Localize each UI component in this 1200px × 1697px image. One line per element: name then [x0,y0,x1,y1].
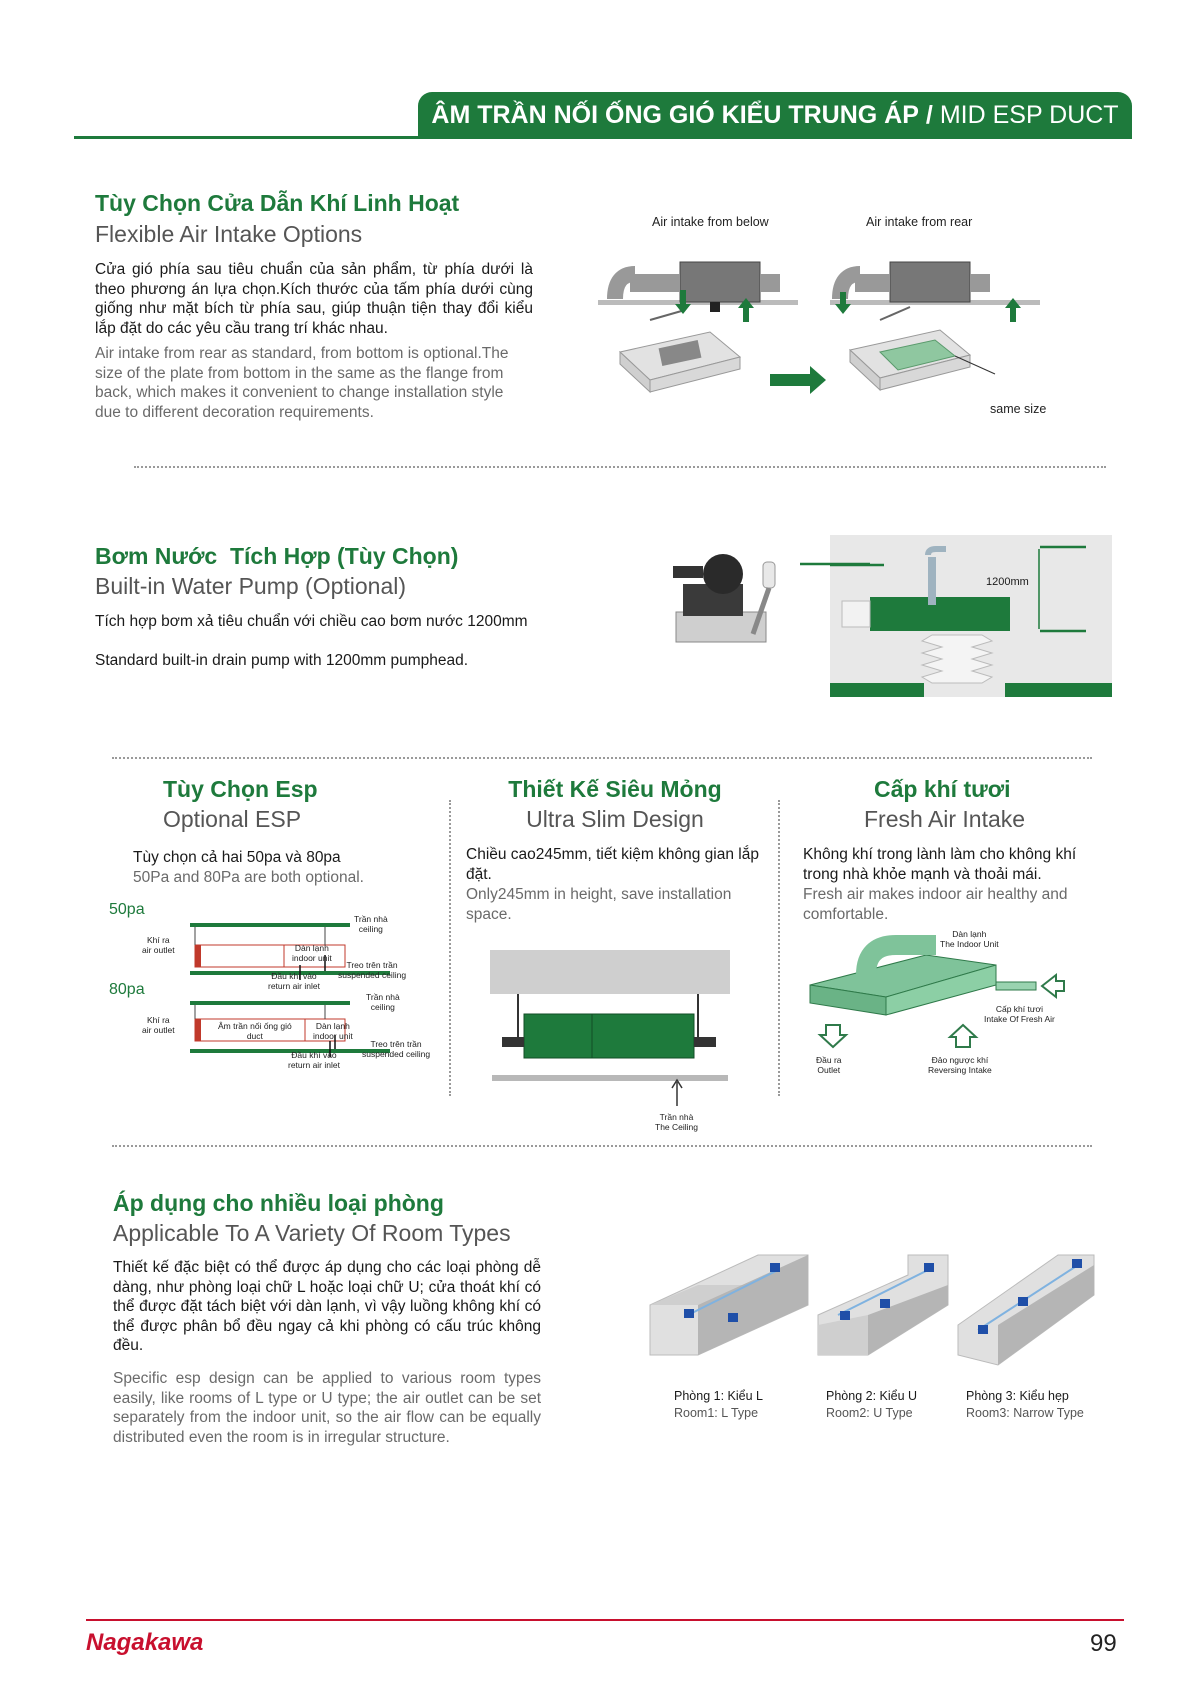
fresh-intake-label: Cấp khí tươi Intake Of Fresh Air [984,1004,1055,1024]
section4-title-en: Applicable To A Variety Of Room Types [113,1220,511,1246]
esp50-return-air: Đầu khí vào return air inlet [268,971,320,991]
room3-label-en: Room3: Narrow Type [966,1406,1084,1420]
header-banner [418,92,1132,139]
footer-page-number: 99 [1090,1630,1117,1657]
section1-body-en: Air intake from rear as standard, from bottom is optional.The size of the plate from bottom in the same as the flange from back, which makes it convenient to change installation style due to different decoration requirements. [95,345,509,421]
section1-title-en: Flexible Air Intake Options [95,221,363,247]
esp80-ceiling: Trần nhà ceiling [366,992,400,1012]
section2-title-en: Built-in Water Pump (Optional) [95,573,407,599]
esp-title-en: Optional ESP [163,806,302,832]
unit-photo-rear-panel [850,330,995,390]
slim-ceiling-label: Trần nhà The Ceiling [655,1112,698,1132]
esp80-return-air: Đầu khí vào return air inlet [288,1050,340,1070]
divider-1 [134,466,1106,468]
fresh-body-vi: Không khí trong lành làm cho không khí trong nhà khỏe mạnh và thoải mái. [803,846,1077,883]
esp-body-en: 50Pa and 80Pa are both optional. [133,869,364,886]
esp80-indoor-unit: Dàn lạnh indoor unit [313,1021,353,1041]
esp50-indoor-unit: Dàn lạnh indoor unit [292,943,332,963]
section2-title-vi: Bơm Nước Tích Hợp (Tùy Chọn) [95,543,459,569]
esp50-air-outlet: Khí ra air outlet [142,935,175,955]
room3-caption [966,1388,1084,1422]
pump-pointer-line [790,550,870,580]
fresh-indoor-unit-label: Dàn lạnh The Indoor Unit [940,929,999,949]
divider-3 [112,1145,1092,1147]
unit-intake-rear [830,262,1040,322]
room-l-type [650,1255,808,1355]
room1-label-en: Room1: L Type [674,1406,759,1420]
header-title-vi: ÂM TRẦN NỐI ỐNG GIÓ KIỂU TRUNG ÁP [431,101,919,129]
esp80-suspended-ceiling: Treo trên trần suspended ceiling [362,1039,431,1059]
fresh-title-vi: Cấp khí tươi [874,776,1011,802]
esp-title-vi: Tùy Chọn Esp [163,776,318,802]
pump-height-diagram [830,535,1112,697]
room2-label-en: Room2: U Type [826,1406,913,1420]
water-pump-photo [668,544,798,654]
fresh-reversing-label: Đảo ngược khí Reversing Intake [928,1055,992,1075]
room2-caption [826,1388,917,1422]
section1-body-vi: Cửa gió phía sau tiêu chuẩn của sản phẩm, từ phía dưới là theo phương án lựa chọn.Kích thước của tấm phía dưới cùng giống như mặt bích từ phía sau, giúp thuận tiện thay đổi kiểu lắp đặt do các yêu cầu trang trí khác nhau. [95,261,533,337]
room1-caption [674,1388,763,1422]
footer-brand: Nagakawa [86,1629,204,1656]
pump-height-label: 1200mm [986,576,1029,588]
section4-body-vi: Thiết kế đặc biệt có thể được áp dụng cho các loại phòng dễ dàng, như phòng loại chữ L hoặc loại chữ U; cửa thoát khí có thể được đặt tách biệt với dàn lạnh, vì vậy luồng không khí có thể được phân bổ đều ngay cả khi phòng có cấu trúc không đều. [113,1259,541,1354]
unit-photo-bottom-panel [620,332,740,392]
label-air-intake-rear: Air intake from rear [866,215,973,229]
section1-title-vi: Tùy Chọn Cửa Dẫn Khí Linh Hoạt [95,190,460,216]
column-divider-2 [778,800,780,1096]
section2-body-en: Standard built-in drain pump with 1200mm pumphead. [95,652,469,669]
room-u-type [818,1255,948,1355]
esp50-suspended-ceiling: Treo trên trần suspended ceiling [338,960,407,980]
section4-title-vi: Áp dụng cho nhiều loại phòng [113,1190,444,1216]
ceiling-arrow-icon [670,1078,684,1108]
room3-label-vi: Phòng 3: Kiểu hẹp [966,1389,1069,1403]
column-divider-1 [449,800,451,1096]
esp80-duct: Âm trần nối ống gió duct [218,1021,292,1041]
fresh-outlet-label: Đầu ra Outlet [816,1055,842,1075]
slim-body-en: Only245mm in height, save installation space. [466,886,732,923]
footer-rule [86,1619,1124,1621]
esp-50pa-label: 50pa [109,901,145,918]
slim-unit-diagram [488,948,732,1098]
header-separator: / [925,101,933,129]
esp80-air-outlet: Khí ra air outlet [142,1015,175,1035]
arrow-right-icon [770,366,826,394]
fresh-title-en: Fresh Air Intake [864,806,1026,832]
fresh-body-en: Fresh air makes indoor air healthy and comfortable. [803,886,1068,923]
label-same-size: same size [990,402,1047,416]
slim-title-vi: Thiết Kế Siêu Mỏng [508,776,722,802]
room1-label-vi: Phòng 1: Kiểu L [674,1389,763,1403]
esp-80pa-label: 80pa [109,981,145,998]
section4-body-en: Specific esp design can be applied to various room types easily, like rooms of L type or U type; the air outlet can be set separately from the indoor unit, so the air flow can be equally distributed even the room is in irregular structure. [113,1370,541,1446]
room2-label-vi: Phòng 2: Kiểu U [826,1389,918,1403]
esp-body-vi: Tùy chọn cả hai 50pa và 80pa [133,849,341,866]
fresh-air-diagram [806,935,1066,1055]
label-air-intake-below: Air intake from below [652,215,769,229]
air-intake-diagram [590,232,1070,422]
divider-2 [112,757,1092,759]
section2-body-vi: Tích hợp bơm xả tiêu chuẩn với chiều cao bơm nước 1200mm [95,613,528,630]
slim-title-en: Ultra Slim Design [526,806,704,832]
unit-intake-below [598,262,798,322]
slim-body-vi: Chiều cao245mm, tiết kiệm không gian lắp đặt. [466,846,759,883]
header-title-en: MID ESP DUCT [939,101,1119,129]
room-narrow-type [958,1255,1094,1365]
esp50-ceiling: Trần nhà ceiling [354,914,388,934]
room-type-illustrations [648,1245,1098,1375]
